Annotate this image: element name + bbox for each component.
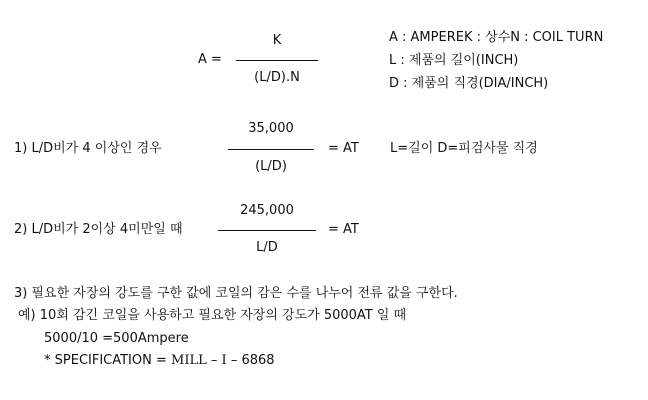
spec-mill: MILL xyxy=(171,353,207,368)
case2-numerator: 245,000 xyxy=(240,203,294,218)
case1-note: L=길이 D=피검사물 직경 xyxy=(390,141,538,156)
case1-denominator: (L/D) xyxy=(255,159,287,174)
spec-number: 6868 xyxy=(241,353,275,368)
case1-result: = AT xyxy=(328,141,359,156)
formula-denominator: (L/D).N xyxy=(254,70,300,85)
specification-line xyxy=(44,353,275,369)
formula-numerator: K xyxy=(272,33,282,48)
spec-prefix: * SPECIFICATION = xyxy=(44,353,167,368)
case2-result: = AT xyxy=(328,222,359,237)
case2-denominator: L/D xyxy=(256,240,278,255)
formula-lhs: A = xyxy=(198,52,222,67)
step3-text: 3) 필요한 자장의 강도를 구한 값에 코일의 감은 수를 나누어 전류 값을 구한다. xyxy=(14,286,458,301)
case2-label: 2) L/D비가 2이상 4미만일 때 xyxy=(14,222,183,237)
case1-label: 1) L/D비가 4 이상인 경우 xyxy=(14,141,162,156)
case1-fraction-bar xyxy=(228,149,314,150)
spec-dash-1: – xyxy=(210,353,218,368)
legend-line-1: A : AMPEREK : 상수N : COIL TURN xyxy=(389,30,604,45)
case1-numerator: 35,000 xyxy=(248,121,294,136)
step3-example: 예) 10회 감긴 코일을 사용하고 필요한 자장의 강도가 5000AT 일 때 xyxy=(18,308,407,323)
legend-line-3: D : 제품의 직경(DIA/INCH) xyxy=(389,76,549,91)
formula-fraction-bar xyxy=(236,60,318,61)
case2-fraction-bar xyxy=(218,230,316,231)
spec-roman-numeral: I xyxy=(221,353,227,368)
legend-line-2: L : 제품의 길이(INCH) xyxy=(389,53,519,68)
spec-dash-2: – xyxy=(230,353,238,368)
step3-calc: 5000/10 =500Ampere xyxy=(44,331,189,346)
